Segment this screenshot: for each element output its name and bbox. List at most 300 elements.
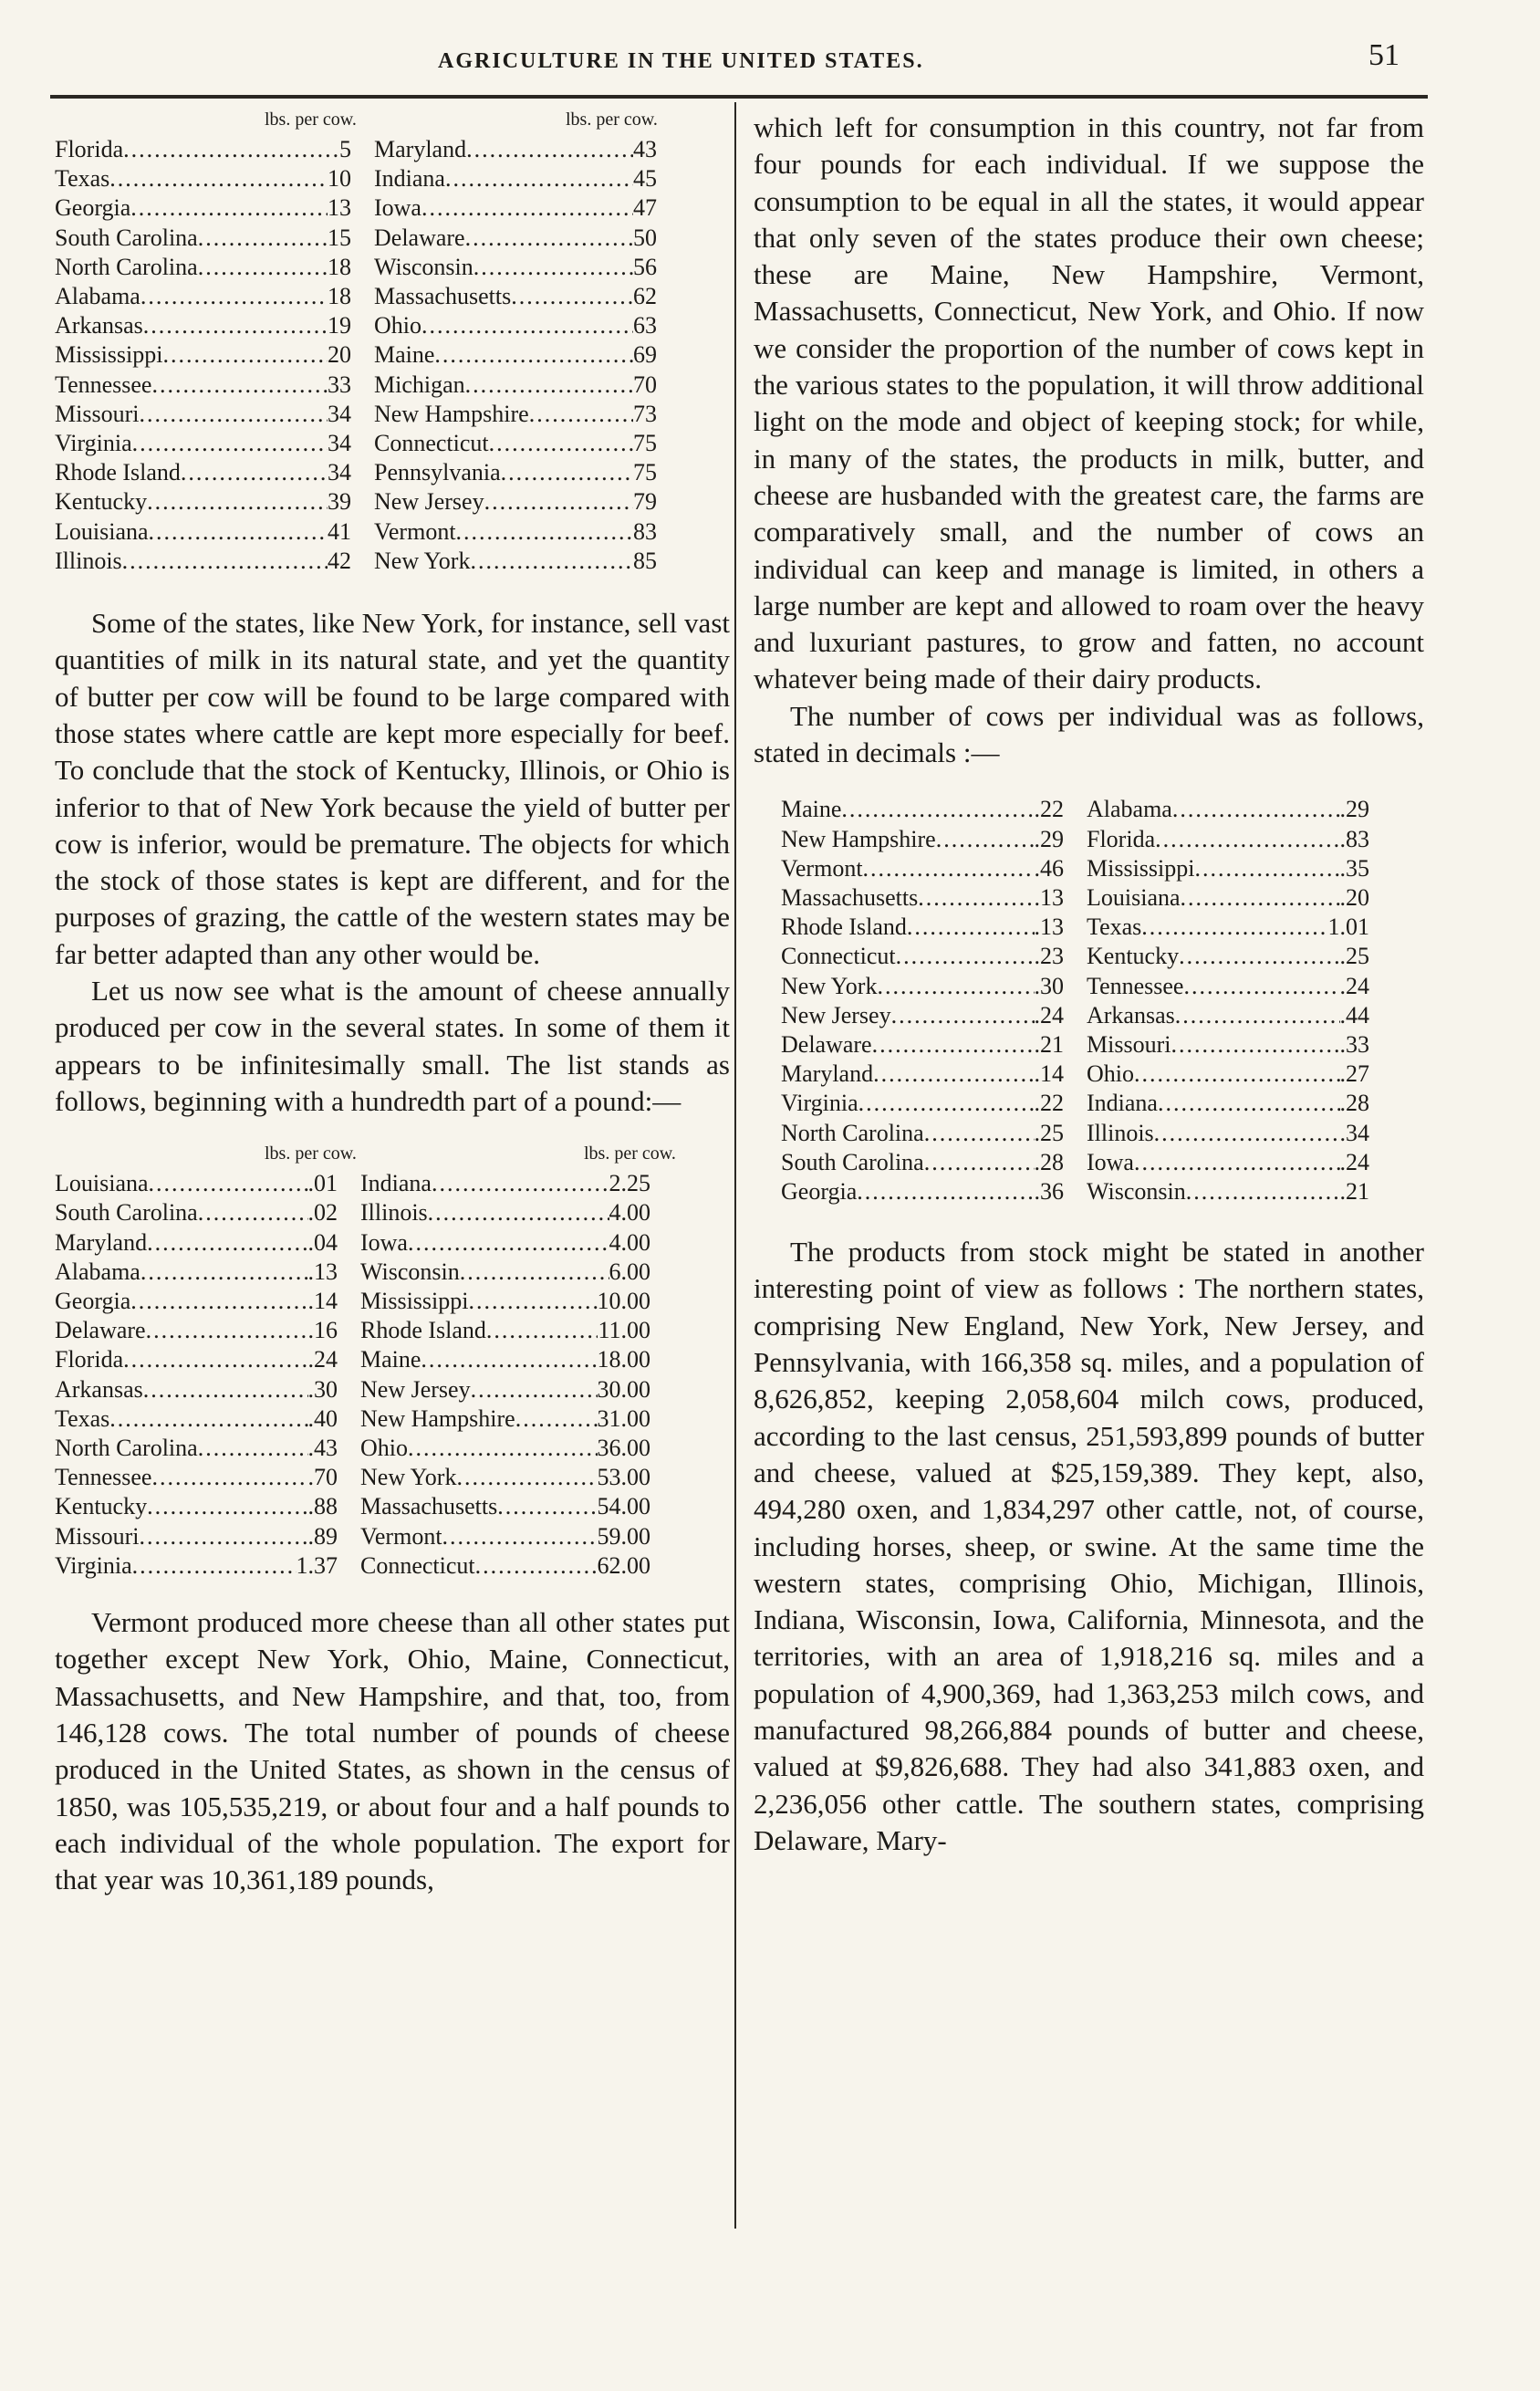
table-row	[781, 795, 1064, 824]
state-value: .24	[1339, 1148, 1369, 1175]
dot-leader	[181, 458, 328, 487]
state-value: 62.00	[597, 1551, 650, 1579]
dot-leader	[147, 1492, 307, 1521]
table-row	[1087, 1148, 1369, 1177]
state-name: New York	[781, 972, 878, 999]
table-row	[1087, 1060, 1369, 1089]
state-value: 18.00	[597, 1346, 650, 1373]
state-name: Alabama	[1087, 796, 1172, 823]
table-row	[55, 1287, 338, 1316]
dot-leader	[143, 1375, 308, 1404]
state-value: 54.00	[597, 1493, 650, 1520]
state-name: Georgia	[55, 1288, 131, 1315]
state-value: 45	[633, 165, 657, 193]
state-name: Arkansas	[1087, 1001, 1175, 1028]
state-name: Kentucky	[1087, 943, 1180, 970]
state-value: 36.00	[597, 1435, 650, 1462]
state-value: 70	[633, 371, 657, 398]
state-name: Texas	[55, 165, 110, 193]
dot-leader	[924, 1119, 1035, 1148]
state-name: Tennessee	[55, 371, 152, 398]
table-row	[374, 400, 657, 429]
dot-leader	[486, 1316, 598, 1345]
state-name: Mississippi	[55, 341, 163, 369]
dot-leader	[147, 1228, 307, 1258]
table-row	[1087, 854, 1369, 883]
state-value: 75	[633, 459, 657, 486]
state-name: Virginia	[55, 430, 132, 457]
table-row	[360, 1287, 650, 1316]
dot-leader	[456, 1463, 597, 1492]
table-row	[55, 1345, 338, 1374]
dot-leader	[891, 1001, 1035, 1030]
table-row	[781, 825, 1064, 854]
state-name: Pennsylvania	[374, 459, 501, 486]
state-value: 39	[328, 488, 351, 516]
state-value: .04	[307, 1228, 338, 1256]
dot-leader	[1158, 1089, 1340, 1118]
state-value: 56	[633, 253, 657, 280]
dot-leader	[421, 311, 633, 340]
table-row	[55, 164, 351, 193]
state-name: Rhode Island	[781, 914, 907, 941]
cows-per-individual-table	[781, 795, 1424, 1206]
state-name: South Carolina	[781, 1148, 924, 1175]
state-name: Alabama	[55, 283, 140, 310]
state-value: 43	[633, 136, 657, 162]
state-value: .29	[1034, 825, 1064, 852]
state-name: Massachusetts	[781, 883, 919, 911]
table-row	[374, 135, 657, 164]
dot-leader	[465, 224, 633, 253]
state-value: .40	[307, 1404, 338, 1432]
state-name: Ohio	[360, 1435, 408, 1462]
state-name: Arkansas	[55, 312, 143, 339]
state-name: Maine	[374, 341, 435, 369]
state-value: .34	[1339, 1119, 1369, 1146]
state-value: 85	[633, 547, 657, 574]
table-row	[55, 253, 351, 282]
state-name: New Hampshire	[360, 1404, 515, 1432]
butter-per-cow-table	[55, 135, 730, 576]
state-name: South Carolina	[55, 1199, 198, 1227]
state-name: Connecticut	[374, 430, 489, 457]
dot-leader	[123, 1345, 307, 1374]
state-name: Virginia	[55, 1551, 132, 1579]
state-value: .20	[1339, 883, 1369, 911]
state-value: 19	[328, 312, 351, 339]
dot-leader	[146, 1316, 308, 1345]
paragraph: Vermont produced more cheese than all other states put together except New York, Ohio, Maine, Connecticut, Massachusetts, and New Hampshire, and that, too, from 146,128 cows. The total number of pounds of cheese produced in the United States, as shown in the census of 1850, was 105,535,219, or about four and a half pounds to each individual of the whole population. The export for that year was 10,361,189 pounds,	[55, 1606, 730, 1896]
state-name: Iowa	[1087, 1148, 1134, 1175]
state-name: Wisconsin	[374, 253, 473, 280]
dot-leader	[151, 371, 328, 400]
paragraph: Some of the states, like New York, for instance, sell vast quantities of milk in its natural state, and yet the quantity of butter per cow will be found to be large compared with those states where cattle are kept more especially for beef. To conclude that the stock of Kentucky, Illinois, or Ohio is inferior to that of New York because the yield of butter per cow is inferior, would be premature. The objects for which the stock of those states is kept are different, and for the purposes of grazing, the cattle of the western states may be far better adapted than any other would be.	[55, 607, 730, 970]
state-value: 5	[339, 136, 351, 162]
table-row	[360, 1258, 650, 1287]
state-value: 10	[328, 165, 351, 193]
state-name: Massachusetts	[360, 1493, 498, 1520]
state-value: 34	[328, 400, 351, 427]
state-name: New Jersey	[374, 488, 484, 516]
table-row	[374, 517, 657, 547]
state-value: .29	[1339, 796, 1369, 823]
dot-leader	[421, 1345, 597, 1374]
state-value: .33	[1339, 1030, 1369, 1058]
state-name: Illinois	[55, 547, 122, 574]
state-value: .14	[307, 1288, 338, 1315]
unit-label: lbs. per cow.	[265, 110, 357, 130]
state-value: .21	[1339, 1177, 1369, 1205]
state-value: .14	[1034, 1060, 1064, 1088]
state-name: Indiana	[374, 165, 445, 193]
left-column	[55, 110, 730, 1898]
dot-leader	[1171, 1030, 1339, 1060]
state-value: 2.25	[609, 1170, 650, 1197]
table-row	[360, 1316, 650, 1345]
state-value: 79	[633, 488, 657, 516]
state-value: 69	[633, 341, 657, 369]
table-row	[374, 487, 657, 517]
header-rule	[50, 95, 1428, 99]
dot-leader	[484, 487, 633, 517]
table-row	[360, 1169, 650, 1198]
table-row	[374, 547, 657, 576]
state-name: Louisiana	[1087, 883, 1181, 911]
dot-leader	[907, 913, 1035, 942]
table-row	[55, 1434, 338, 1463]
dot-leader	[132, 1551, 297, 1581]
table-row	[374, 164, 657, 193]
table-row	[374, 193, 657, 223]
table-row	[55, 429, 351, 458]
right-column	[754, 110, 1424, 1859]
table-row	[1087, 1119, 1369, 1148]
dot-leader	[143, 311, 328, 340]
state-name: Massachusetts	[374, 283, 512, 310]
state-value: 50	[633, 224, 657, 251]
dot-leader	[873, 1060, 1034, 1089]
state-name: Maryland	[55, 1228, 148, 1256]
state-value: .21	[1034, 1030, 1064, 1058]
state-name: Louisiana	[55, 1170, 149, 1197]
dot-leader	[501, 458, 633, 487]
dot-leader	[198, 1198, 308, 1227]
state-value: .25	[1339, 943, 1369, 970]
state-name: Arkansas	[55, 1375, 143, 1403]
state-name: South Carolina	[55, 224, 198, 251]
dot-leader	[442, 1522, 598, 1551]
state-value: .16	[307, 1317, 338, 1344]
dot-leader	[924, 1148, 1035, 1177]
table-column	[1087, 795, 1369, 1206]
dot-leader	[469, 1287, 598, 1316]
dot-leader	[841, 795, 1034, 824]
dot-leader	[163, 340, 328, 370]
dot-leader	[408, 1228, 609, 1258]
table-row	[374, 371, 657, 400]
dot-leader	[140, 282, 328, 311]
state-value: 30.00	[597, 1375, 650, 1403]
table-column	[55, 135, 351, 576]
dot-leader	[109, 164, 328, 193]
state-value: .35	[1339, 854, 1369, 882]
table-row	[360, 1492, 650, 1521]
state-value: 59.00	[597, 1522, 650, 1550]
state-name: Indiana	[360, 1170, 432, 1197]
dot-leader	[473, 253, 633, 282]
table-row	[55, 400, 351, 429]
table-row	[360, 1551, 650, 1581]
state-name: Florida	[55, 136, 124, 162]
cheese-table-header	[55, 1143, 730, 1167]
table-row	[55, 458, 351, 487]
state-value: .27	[1339, 1060, 1369, 1088]
state-name: Maine	[781, 796, 842, 823]
state-value: 20	[328, 341, 351, 369]
state-name: New Hampshire	[374, 400, 529, 427]
state-name: Ohio	[374, 312, 421, 339]
table-row	[1087, 1030, 1369, 1060]
state-name: Georgia	[781, 1177, 858, 1205]
dot-leader	[147, 487, 328, 517]
table-row	[55, 1404, 338, 1434]
table-row	[360, 1345, 650, 1374]
dot-leader	[857, 1177, 1034, 1206]
table-row	[55, 340, 351, 370]
table-row	[781, 1148, 1064, 1177]
state-value: 6.00	[609, 1258, 650, 1285]
dot-leader	[1141, 913, 1327, 942]
state-value: .28	[1034, 1148, 1064, 1175]
state-name: New Hampshire	[781, 825, 936, 852]
dot-leader	[149, 517, 328, 547]
dot-leader	[896, 942, 1035, 971]
running-title: AGRICULTURE IN THE UNITED STATES.	[438, 49, 924, 73]
state-name: Louisiana	[55, 517, 149, 545]
dot-leader	[466, 135, 633, 164]
dot-leader	[529, 400, 633, 429]
state-name: Alabama	[55, 1258, 140, 1285]
dot-leader	[1134, 1060, 1340, 1089]
state-value: 42	[328, 547, 351, 574]
state-value: .01	[307, 1170, 338, 1197]
table-row	[1087, 883, 1369, 913]
dot-leader	[149, 1169, 308, 1198]
dot-leader	[877, 972, 1034, 1001]
table-row	[781, 1177, 1064, 1206]
table-row	[781, 1030, 1064, 1060]
table-row	[1087, 1001, 1369, 1030]
table-row	[55, 371, 351, 400]
state-name: Mississippi	[360, 1288, 469, 1315]
state-name: Wisconsin	[1087, 1177, 1186, 1205]
table-row	[781, 883, 1064, 913]
table-row	[360, 1198, 650, 1227]
state-name: Vermont	[360, 1522, 442, 1550]
state-name: Ohio	[1087, 1060, 1134, 1088]
table-row	[781, 1119, 1064, 1148]
table-column	[781, 795, 1064, 1206]
state-name: Kentucky	[55, 1493, 148, 1520]
butter-table-header	[55, 110, 730, 133]
unit-label: lbs. per cow.	[265, 1143, 357, 1164]
state-value: 34	[328, 459, 351, 486]
dot-leader	[456, 517, 633, 547]
table-row	[55, 517, 351, 547]
state-name: Mississippi	[1087, 854, 1195, 882]
state-value: .25	[1034, 1119, 1064, 1146]
table-row	[55, 1228, 338, 1258]
state-name: Connecticut	[360, 1551, 475, 1579]
dot-leader	[130, 193, 328, 223]
dot-leader	[122, 547, 328, 576]
table-row	[781, 1001, 1064, 1030]
unit-label: lbs. per cow.	[566, 110, 658, 130]
table-row	[55, 1375, 338, 1404]
state-value: .24	[307, 1346, 338, 1373]
state-name: Maryland	[374, 136, 467, 162]
table-column	[55, 1169, 338, 1581]
dot-leader	[465, 371, 633, 400]
dot-leader	[109, 1404, 307, 1434]
state-name: Rhode Island	[55, 459, 181, 486]
state-value: .36	[1034, 1177, 1064, 1205]
dot-leader	[421, 193, 633, 223]
state-name: Maine	[360, 1346, 421, 1373]
table-row	[360, 1463, 650, 1492]
state-name: Florida	[55, 1346, 124, 1373]
dot-leader	[139, 400, 328, 429]
state-value: 62	[633, 283, 657, 310]
state-value: .24	[1339, 972, 1369, 999]
table-row	[374, 224, 657, 253]
state-name: North Carolina	[55, 1435, 198, 1462]
paragraph: The number of cows per individual was as follows, stated in decimals :—	[754, 699, 1424, 769]
dot-leader	[151, 1463, 307, 1492]
table-row	[55, 1198, 338, 1227]
state-value: 13	[328, 194, 351, 222]
state-name: Delaware	[55, 1317, 146, 1344]
table-row	[55, 193, 351, 223]
table-row	[374, 311, 657, 340]
dot-leader	[858, 1089, 1035, 1118]
state-value: .22	[1034, 796, 1064, 823]
table-row	[55, 1492, 338, 1521]
table-row	[374, 253, 657, 282]
table-row	[374, 282, 657, 311]
state-name: Maryland	[781, 1060, 874, 1088]
paragraph: which left for consumption in this country, not far from four pounds for each individual. If we suppose the consumption to be equal in all the states, it would appear that only seven of the states produce their own cheese; these are Maine, New Hampshire, Vermont, Massachusetts, Connecticut, New York, and Ohio. If now we consider the proportion of the number of cows kept in the various states to the population, it will throw additional light on the mode and object of keeping stock; for while, in many of the states, the products in milk, butter, and cheese are husbanded with the greatest care, the farms are comparatively small, and the number of cows an individual can keep and manage is limited, in others a large number are kept and allowed to roam over the heavy and luxuriant pastures, to grow and fatten, no account whatever being made of their dairy products.	[754, 111, 1424, 695]
state-name: New York	[374, 547, 471, 574]
state-value: 4.00	[609, 1228, 650, 1256]
dot-leader	[434, 340, 633, 370]
state-name: Texas	[55, 1404, 110, 1432]
state-name: New York	[360, 1464, 457, 1491]
state-name: Delaware	[374, 224, 465, 251]
state-name: New Jersey	[781, 1001, 891, 1028]
table-row	[55, 224, 351, 253]
dot-leader	[470, 547, 633, 576]
table-row	[1087, 972, 1369, 1001]
table-row	[55, 1169, 338, 1198]
state-value: .88	[307, 1493, 338, 1520]
dot-leader	[936, 825, 1035, 854]
table-row	[781, 1089, 1064, 1118]
table-column	[374, 135, 657, 576]
dot-leader	[1154, 1119, 1340, 1148]
state-name: New Jersey	[360, 1375, 471, 1403]
state-value: .43	[307, 1435, 338, 1462]
table-row	[55, 1551, 338, 1581]
table-row	[374, 340, 657, 370]
state-name: Kentucky	[55, 488, 148, 516]
table-row	[55, 1463, 338, 1492]
dot-leader	[432, 1169, 609, 1198]
page-number: 51	[1368, 38, 1400, 72]
table-row	[1087, 1089, 1369, 1118]
table-row	[55, 135, 351, 164]
state-name: Michigan	[374, 371, 465, 398]
state-name: Rhode Island	[360, 1317, 486, 1344]
table-row	[55, 1316, 338, 1345]
dot-leader	[515, 1404, 598, 1434]
table-row	[55, 1522, 338, 1551]
dot-leader	[918, 883, 1034, 913]
state-value: .02	[307, 1199, 338, 1227]
state-value: .24	[1034, 1001, 1064, 1028]
table-row	[55, 1258, 338, 1287]
state-name: North Carolina	[781, 1119, 924, 1146]
dot-leader	[1195, 854, 1340, 883]
table-row	[360, 1522, 650, 1551]
state-value: .22	[1034, 1090, 1064, 1117]
state-name: Indiana	[1087, 1090, 1158, 1117]
state-value: 15	[328, 224, 351, 251]
state-value: .13	[1034, 883, 1064, 911]
state-value: 10.00	[597, 1288, 650, 1315]
table-row	[374, 429, 657, 458]
running-head	[0, 38, 1540, 75]
dot-leader	[1155, 825, 1339, 854]
state-value: .44	[1339, 1001, 1369, 1028]
state-name: Vermont	[374, 517, 456, 545]
state-value: 1.37	[296, 1551, 338, 1579]
dot-leader	[489, 429, 633, 458]
state-name: Vermont	[781, 854, 863, 882]
dot-leader	[140, 1258, 308, 1287]
table-row	[360, 1375, 650, 1404]
table-row	[781, 854, 1064, 883]
table-row	[360, 1404, 650, 1434]
state-value: 4.00	[609, 1199, 650, 1227]
dot-leader	[497, 1492, 597, 1521]
cheese-per-cow-table	[55, 1169, 730, 1581]
state-value: .30	[1034, 972, 1064, 999]
table-row	[1087, 913, 1369, 942]
state-value: 75	[633, 430, 657, 457]
state-name: Florida	[1087, 825, 1156, 852]
state-name: Iowa	[374, 194, 421, 222]
dot-leader	[460, 1258, 609, 1287]
state-value: 47	[633, 194, 657, 222]
dot-leader	[475, 1551, 598, 1581]
state-name: Iowa	[360, 1228, 408, 1256]
dot-leader	[198, 224, 328, 253]
dot-leader	[445, 164, 633, 193]
paragraph: The products from stock might be stated in another interesting point of view as follows : The northern states, comprising New England, New York, New Jersey, and Pennsylvania, with 166,358 sq. miles, and a population of 8,626,852, keeping 2,058,604 milch cows, produced, according to the last census, 251,593,899 pounds of butter and cheese, valued at $25,159,389. They kept, also, 494,280 oxen, and 1,834,297 other cattle, not, of course, including horses, sheep, or swine. At the same time the western states, comprising Ohio, Michigan, Illinois, Indiana, Wisconsin, Iowa, California, Minnesota, and the territories, with an area of 1,918,216 sq. miles and a population of 4,900,369, had 1,363,253 milch cows, and manufactured 98,266,884 pounds of butter and cheese, valued at $9,826,688. They had also 341,883 oxen, and 2,236,056 other cattle. The southern states, comprising Delaware, Mary-	[754, 1236, 1424, 1856]
state-value: .30	[307, 1375, 338, 1403]
